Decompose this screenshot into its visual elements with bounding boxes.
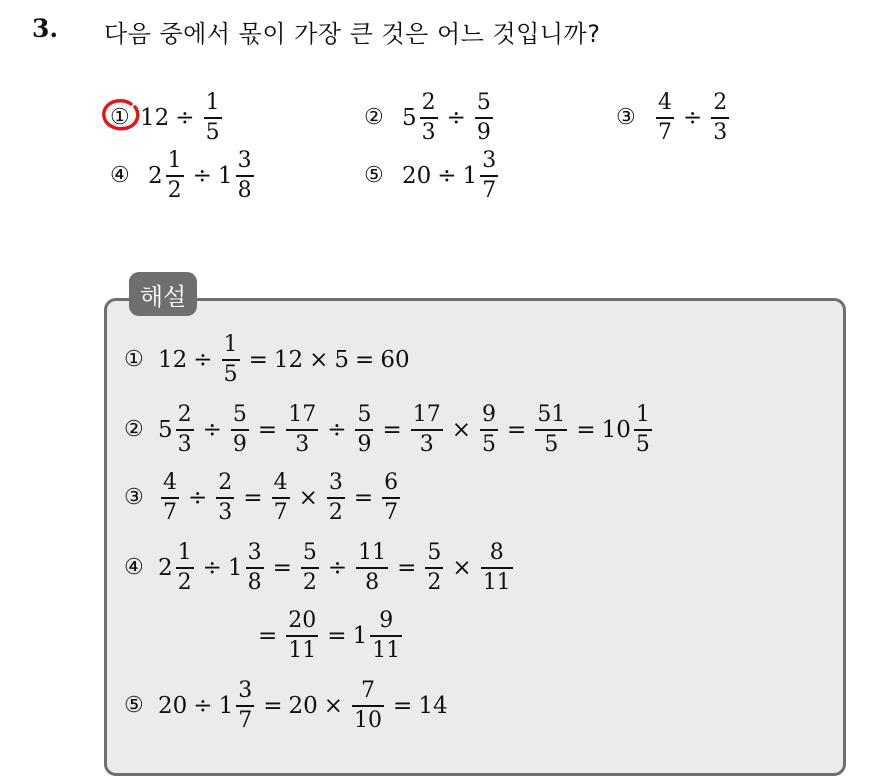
explanation-line-4: ④ 2 $\frac{1}{2}$ ÷ 1 $\frac{3}{8}$ = $\frac{5}{2}$ ÷ $\frac{11}{8}$ = $\frac{5}{2}$ × $\frac{8}{11}$ [124, 540, 511, 595]
fraction: $\frac{5}{9}$ [476, 90, 491, 145]
fraction: $\frac{3}{7}$ [482, 148, 497, 203]
choice-3-mark: ③ [616, 105, 636, 131]
choice-5[interactable] [364, 150, 501, 202]
explanation-label: 해설 [129, 272, 197, 316]
divide-sign: ÷ [192, 162, 212, 189]
divide-sign: ÷ [446, 104, 466, 131]
choice-4-mark: ④ [110, 163, 130, 189]
whole-number: 1 [462, 162, 478, 189]
fraction: $\frac{1}{5}$ [205, 90, 220, 145]
fraction: $\frac{2}{3}$ [713, 90, 728, 145]
fraction: $\frac{3}{8}$ [237, 148, 252, 203]
choice-5-mark: ⑤ [364, 163, 384, 189]
divide-sign: ÷ [175, 104, 195, 131]
choice-1[interactable] [110, 92, 225, 144]
fraction: $\frac{4}{7}$ [658, 90, 672, 145]
fraction: $\frac{2}{3}$ [421, 90, 436, 145]
choice-2-mark: ② [364, 105, 384, 131]
choice-5-dividend: 20 [402, 162, 432, 189]
question-text: 다음 중에서 몫이 가장 큰 것은 어느 것입니까? [104, 20, 601, 48]
question-number: 3. [32, 14, 59, 43]
whole-number: 5 [402, 104, 417, 131]
choice-2[interactable] [364, 92, 496, 144]
explanation-line-3: ③ $\frac{4}{7}$ ÷ $\frac{2}{3}$ = $\frac{4}{7}$ × $\frac{3}{2}$ = $\frac{6}{7}$ [124, 470, 399, 525]
choice-1-mark: ① [110, 105, 130, 131]
divide-sign: ÷ [437, 162, 457, 189]
choice-4[interactable] [110, 150, 257, 202]
explanation-line-2: ② 5 $\frac{2}{3}$ ÷ $\frac{5}{9}$ = $\frac{17}{3}$ ÷ $\frac{5}{9}$ = $\frac{17}{3}$ × $\frac{9}{5}$ = $\frac{51}{5}$ = 10 $\frac{1}{5}$ [124, 402, 650, 457]
whole-number: 2 [148, 162, 163, 189]
choice-3[interactable] [616, 92, 732, 144]
explanation-line-1: ① 12 ÷ $\frac{1}{5}$ = 12 × 5 = 60 [124, 332, 410, 387]
explanation-line-5: ⑤ 20 ÷ 1 $\frac{3}{7}$ = 20 × $\frac{7}{10}$ = 14 [124, 678, 448, 733]
whole-number: 1 [217, 162, 233, 189]
divide-sign: ÷ [683, 104, 703, 131]
fraction: $\frac{1}{2}$ [167, 148, 182, 203]
choice-1-dividend: 12 [140, 104, 170, 131]
explanation-line-4-continued: = $\frac{20}{11}$ = 1 $\frac{9}{11}$ [258, 608, 401, 663]
